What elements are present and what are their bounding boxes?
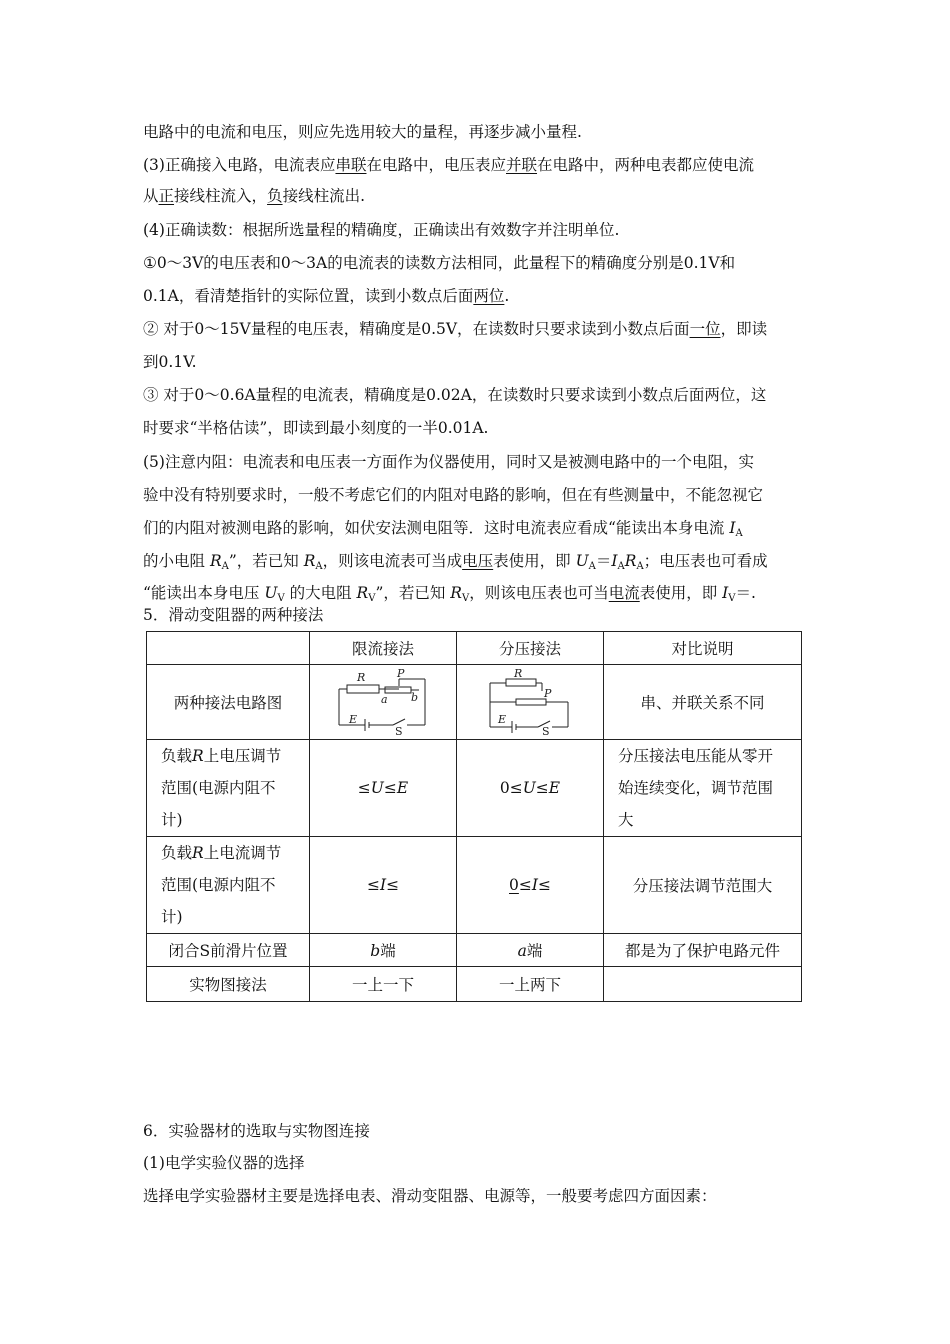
row-label: 负载R上电压调节 范围(电源内阻不 计) xyxy=(147,740,310,837)
current-limiting-circuit-icon xyxy=(337,669,429,735)
switch-label: S xyxy=(542,725,550,735)
table-header-row xyxy=(147,632,802,665)
table-row xyxy=(147,665,802,740)
comparison-note: 串、并联关系不同 xyxy=(604,665,802,740)
slider-label: P xyxy=(544,687,552,700)
table-header-cell: 限流接法 xyxy=(310,632,457,665)
row-label: 两种接法电路图 xyxy=(147,665,310,740)
text-line: 电路中的电流和电压，则应先选用较大的量程，再逐步减小量程. xyxy=(143,123,582,141)
text-line: (4)正确读数：根据所选量程的精确度，正确读出有效数字并注明单位. xyxy=(143,221,620,239)
source-label: E xyxy=(498,713,507,726)
row-label: 负载R上电流调节 范围(电源内阻不 计) xyxy=(147,837,310,934)
row-label: 闭合S前滑片位置 xyxy=(147,934,310,967)
text-line: 到0.1V. xyxy=(143,353,197,371)
text-line: ③ 对于0～0.6A量程的电流表，精确度是0.02A，在读数时只要求读到小数点后面两位，这 xyxy=(143,386,767,404)
text-line: 0.1A，看清楚指针的实际位置，读到小数点后面两位. xyxy=(143,287,510,305)
position-cell: b端 xyxy=(310,934,457,967)
text-line: 们的内阻对被测电路的影响，如伏安法测电阻等．这时电流表应看成“能读出本身电流 $I_A$ xyxy=(143,519,743,539)
comparison-note: 都是为了保护电路元件 xyxy=(604,934,802,967)
table-header-cell: 分压接法 xyxy=(457,632,604,665)
source-label: E xyxy=(349,713,358,726)
section-heading: 5．滑动变阻器的两种接法 xyxy=(143,606,324,624)
comparison-note: 分压接法调节范围大 xyxy=(604,837,802,934)
table-row xyxy=(147,740,802,837)
comparison-note: 分压接法电压能从零开 始连续变化，调节范围 大 xyxy=(604,740,802,837)
text-line: “能读出本身电压 $U_V$ 的大电阻 $R_V$”，若已知 $R_V$，则该电压表也可当电流表使用，即 $I_V=$. xyxy=(143,584,756,604)
terminal-b-label: b xyxy=(411,691,419,704)
range-cell: ≤I≤ xyxy=(310,837,457,934)
range-cell: 0≤I≤ xyxy=(457,837,604,934)
text-line: ①0～3V的电压表和0～3A的电流表的读数方法相同，此量程下的精确度分别是0.1V和 xyxy=(143,254,736,272)
table-row xyxy=(147,967,802,1002)
text-line: 时要求“半格估读”，即读到最小刻度的一半0.01A. xyxy=(143,419,489,437)
text-line: 的小电阻 $R_A$”，若已知 $R_A$，则该电流表可当成电压表使用，即 $U_A=I_AR_A$；电压表也可看成 xyxy=(143,552,768,572)
table-header-cell: 对比说明 xyxy=(604,632,802,665)
switch-label: S xyxy=(395,725,403,735)
range-cell: 0≤U≤E xyxy=(457,740,604,837)
text-line: (5)注意内阻：电流表和电压表一方面作为仪器使用，同时又是被测电路中的一个电阻，实 xyxy=(143,453,754,471)
connection-cell: 一上一下 xyxy=(310,967,457,1002)
text-line: (3)正确接入电路，电流表应串联在电路中，电压表应并联在电路中，两种电表都应使电流 xyxy=(143,156,755,174)
comparison-note xyxy=(604,967,802,1002)
position-cell: a端 xyxy=(457,934,604,967)
slider-label: P xyxy=(397,669,405,680)
text-line: 选择电学实验器材主要是选择电表、滑动变阻器、电源等，一般要考虑四方面因素： xyxy=(143,1187,717,1205)
voltage-divider-circuit-icon xyxy=(484,669,576,735)
subsection-heading: (1)电学实验仪器的选择 xyxy=(143,1154,305,1172)
section-heading: 6．实验器材的选取与实物图连接 xyxy=(143,1122,370,1140)
circuit-diagram-voltage-divider xyxy=(457,665,604,740)
resistor-label: R xyxy=(357,671,366,684)
circuit-diagram-current-limiting xyxy=(310,665,457,740)
row-label: 实物图接法 xyxy=(147,967,310,1002)
comparison-table xyxy=(146,631,802,1002)
table-header-cell xyxy=(147,632,310,665)
terminal-a-label: a xyxy=(381,693,388,706)
table-row xyxy=(147,934,802,967)
text-line: 验中没有特别要求时，一般不考虑它们的内阻对电路的影响，但在有些测量中，不能忽视它 xyxy=(143,486,764,504)
text-line: 从正接线柱流入，负接线柱流出. xyxy=(143,187,365,205)
text-line: ② 对于0～15V量程的电压表，精确度是0.5V，在读数时只要求读到小数点后面一位，即读 xyxy=(143,320,768,338)
range-cell: ≤U≤E xyxy=(310,740,457,837)
table-row xyxy=(147,837,802,934)
connection-cell: 一上两下 xyxy=(457,967,604,1002)
resistor-label: R xyxy=(514,669,523,680)
